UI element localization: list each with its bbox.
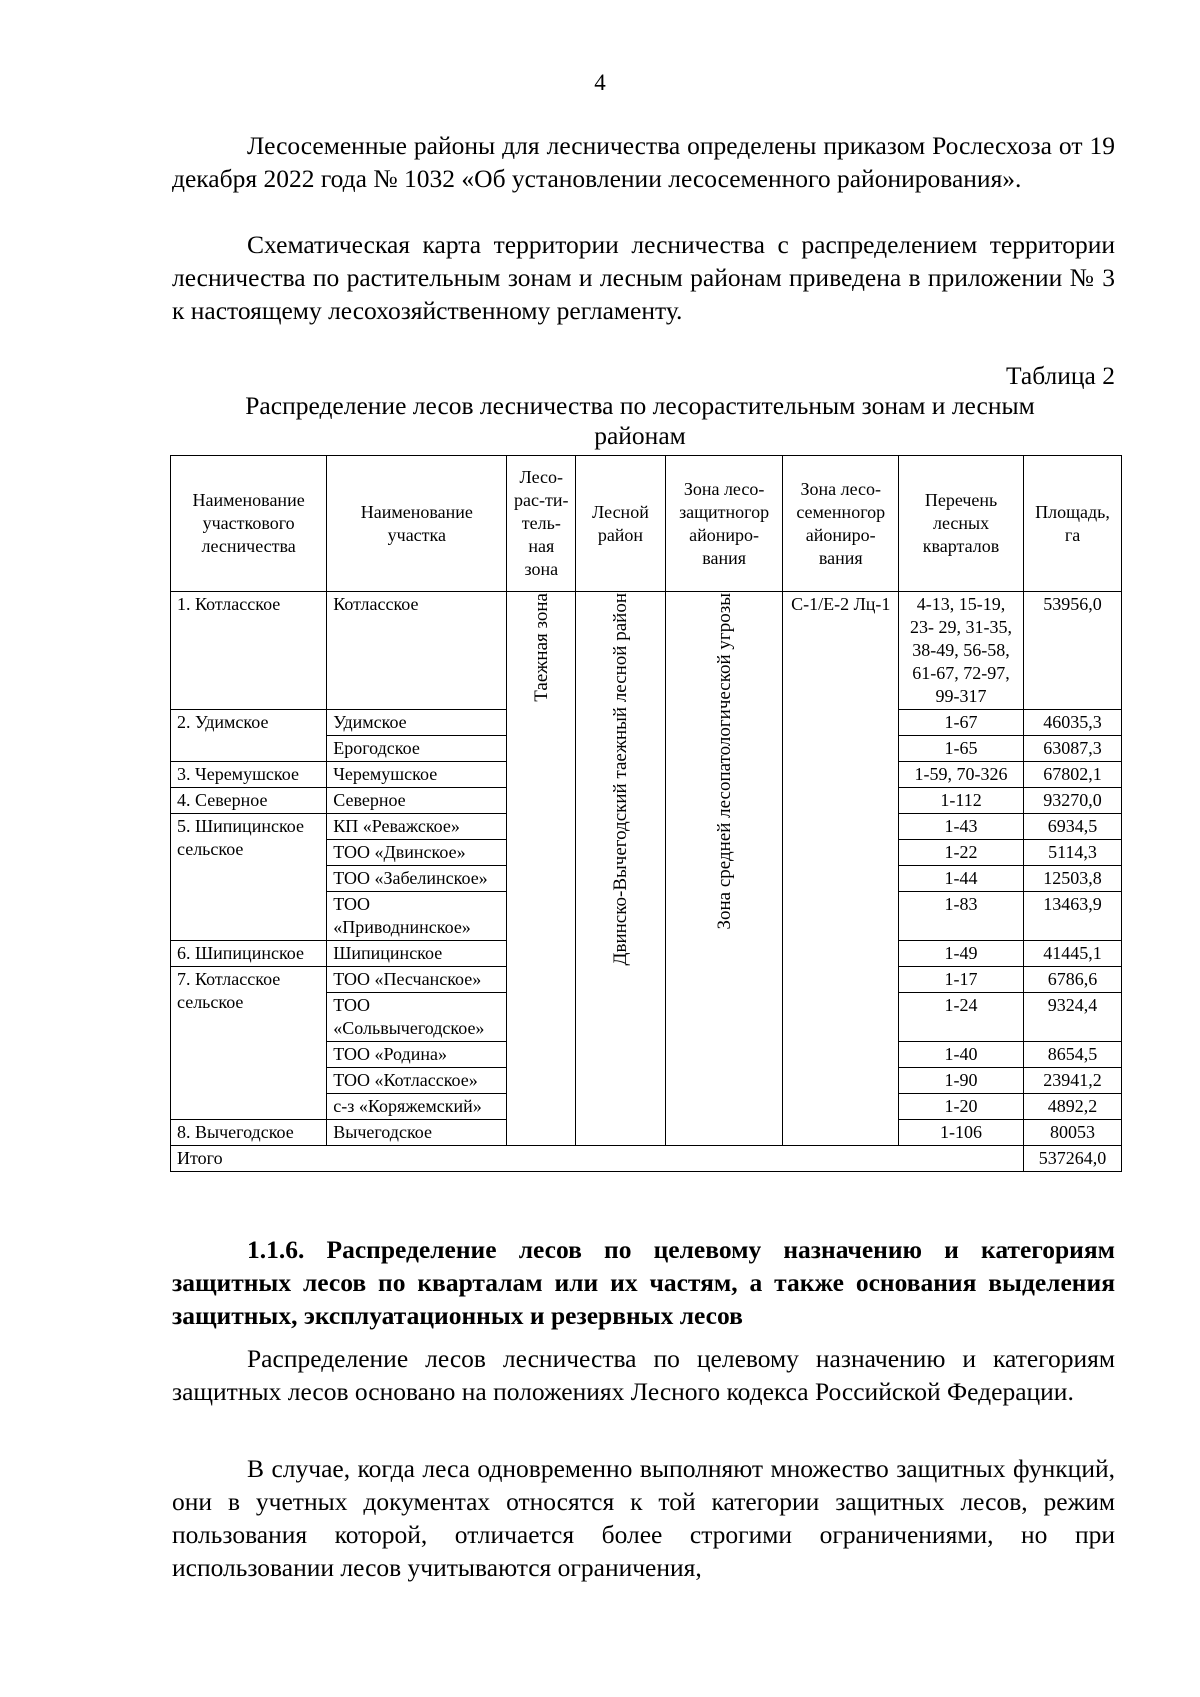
area-cell: 63087,3 <box>1024 736 1122 762</box>
quarters-cell: 1-24 <box>899 993 1024 1042</box>
district-cell: 2. Удимское <box>171 710 327 762</box>
header-section: Наименование участка <box>327 456 507 592</box>
total-area-cell: 537264,0 <box>1024 1146 1122 1172</box>
header-vegetation-zone: Лесо-рас-ти-тель-ная зона <box>507 456 576 592</box>
quarters-cell: 1-90 <box>899 1068 1024 1094</box>
section-cell: Вычегодское <box>327 1120 507 1146</box>
area-cell: 5114,3 <box>1024 840 1122 866</box>
area-cell: 4892,2 <box>1024 1094 1122 1120</box>
section-cell: Шипицинское <box>327 941 507 967</box>
area-cell: 12503,8 <box>1024 866 1122 892</box>
section-cell: с-з «Коряжемский» <box>327 1094 507 1120</box>
section-cell: Котласское <box>327 592 507 710</box>
intro-paragraph-2: Схематическая карта территории лесничества с распределением территории лесничества по растительным зонам и лесным районам приведена в приложении № 3 к настоящему лесохозяйственному регламенту. <box>172 230 1115 325</box>
quarters-cell: 1-83 <box>899 892 1024 941</box>
protection-zone-text: Зона средней лесопатологической угрозы <box>713 593 735 930</box>
district-cell: 3. Черемушское <box>171 762 327 788</box>
vegetation-zone-cell <box>507 592 576 1146</box>
header-forest-region: Лесной район <box>576 456 666 592</box>
area-cell: 9324,4 <box>1024 993 1122 1042</box>
table-header-row <box>171 456 1122 592</box>
table-row <box>171 592 1122 710</box>
section-cell: КП «Реважское» <box>327 814 507 840</box>
section-heading: 1.1.6. Распределение лесов по целевому назначению и категориям защитных лесов по кварталам или их частям, а также основания выделения защитных, эксплуатационных и резервных лесов <box>172 1235 1115 1330</box>
quarters-cell: 1-40 <box>899 1042 1024 1068</box>
protection-zone-cell <box>665 592 783 1146</box>
quarters-cell: 1-17 <box>899 967 1024 993</box>
intro-paragraph-1: Лесосеменные районы для лесничества определены приказом Рослесхоза от 19 декабря 2022 года № 1032 «Об установлении лесосеменного районирования». <box>172 131 1115 193</box>
area-cell: 80053 <box>1024 1120 1122 1146</box>
header-seed-zone: Зона лесо-семенногор айониро-вания <box>783 456 899 592</box>
quarters-cell: 1-20 <box>899 1094 1024 1120</box>
total-label-cell: Итого <box>171 1146 1024 1172</box>
district-cell: 7. Котласское сельское <box>171 967 327 1120</box>
vegetation-zone-text: Таежная зона <box>530 593 552 702</box>
area-cell: 67802,1 <box>1024 762 1122 788</box>
quarters-cell: 1-106 <box>899 1120 1024 1146</box>
area-cell: 6786,6 <box>1024 967 1122 993</box>
table-caption: Распределение лесов лесничества по лесорастительным зонам и лесным районам <box>245 391 1035 450</box>
quarters-cell: 1-43 <box>899 814 1024 840</box>
forest-region-cell <box>576 592 666 1146</box>
quarters-cell: 1-67 <box>899 710 1024 736</box>
header-quarters: Перечень лесных кварталов <box>899 456 1024 592</box>
body-paragraph-1: Распределение лесов лесничества по целевому назначению и категориям защитных лесов основано на положениях Лесного кодекса Российской Федерации. <box>172 1344 1115 1406</box>
quarters-cell: 1-22 <box>899 840 1024 866</box>
section-cell: ТОО «Сольвычегодское» <box>327 993 507 1042</box>
table-total-row <box>171 1146 1122 1172</box>
quarters-cell: 1-49 <box>899 941 1024 967</box>
section-cell: ТОО «Двинское» <box>327 840 507 866</box>
header-area: Площадь, га <box>1024 456 1122 592</box>
forest-distribution-table <box>170 455 1122 1172</box>
quarters-cell: 1-44 <box>899 866 1024 892</box>
district-cell: 5. Шипицинское сельское <box>171 814 327 941</box>
section-cell: ТОО «Приводнинское» <box>327 892 507 941</box>
area-cell: 53956,0 <box>1024 592 1122 710</box>
area-cell: 13463,9 <box>1024 892 1122 941</box>
district-cell: 1. Котласское <box>171 592 327 710</box>
area-cell: 41445,1 <box>1024 941 1122 967</box>
quarters-cell: 1-59, 70-326 <box>899 762 1024 788</box>
section-cell: Черемушское <box>327 762 507 788</box>
district-cell: 4. Северное <box>171 788 327 814</box>
section-cell: Ерогодское <box>327 736 507 762</box>
page-number: 4 <box>594 70 606 95</box>
area-cell: 23941,2 <box>1024 1068 1122 1094</box>
quarters-cell: 4-13, 15-19, 23- 29, 31-35, 38-49, 56-58, 61-67, 72-97, 99-317 <box>899 592 1024 710</box>
forest-region-text: Двинско-Вычегодский таежный лесной район <box>609 593 631 966</box>
area-cell: 6934,5 <box>1024 814 1122 840</box>
section-cell: ТОО «Котласское» <box>327 1068 507 1094</box>
area-cell: 93270,0 <box>1024 788 1122 814</box>
area-cell: 46035,3 <box>1024 710 1122 736</box>
section-cell: ТОО «Песчанское» <box>327 967 507 993</box>
body-paragraph-2: В случае, когда леса одновременно выполняют множество защитных функций, они в учетных документах относятся к той категории защитных лесов, режим пользования которой, отличается более строгими ограничениями, но при использовании лесов учитываются ограничения, <box>172 1454 1115 1582</box>
area-cell: 8654,5 <box>1024 1042 1122 1068</box>
section-cell: Удимское <box>327 710 507 736</box>
district-cell: 6. Шипицинское <box>171 941 327 967</box>
district-cell: 8. Вычегодское <box>171 1120 327 1146</box>
quarters-cell: 1-65 <box>899 736 1024 762</box>
header-district: Наименование участкового лесничества <box>171 456 327 592</box>
table-label: Таблица 2 <box>1005 361 1115 390</box>
quarters-cell: 1-112 <box>899 788 1024 814</box>
header-protection-zone: Зона лесо-защитногор айониро-вания <box>665 456 783 592</box>
section-cell: ТОО «Забелинское» <box>327 866 507 892</box>
section-cell: Северное <box>327 788 507 814</box>
section-cell: ТОО «Родина» <box>327 1042 507 1068</box>
seed-zone-cell: С-1/Е-2 Лц-1 <box>783 592 899 1146</box>
